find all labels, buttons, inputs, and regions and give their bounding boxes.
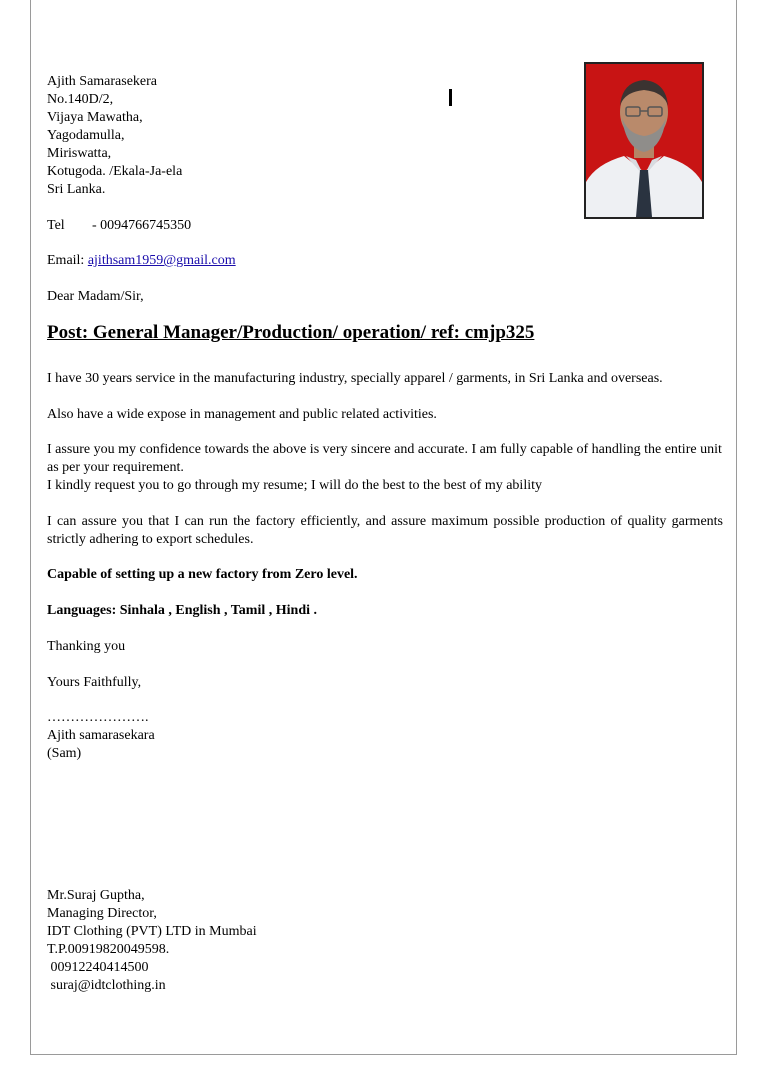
profile-photo [584, 62, 704, 219]
recipient-email: suraj@idtclothing.in [47, 978, 166, 993]
signature-nickname: (Sam) [47, 746, 82, 761]
paragraph-request: I kindly request you to go through my resume; I will do the best to the best of my ability [47, 478, 542, 493]
greeting: Dear Madam/Sir, [47, 289, 144, 304]
sender-address-line: Kotugoda. /Ekala-Ja-ela [47, 164, 183, 179]
paragraph-factory: I can assure you that I can run the factory efficiently, and assure maximum possible production of quality garments strictly adhering to export schedules. [47, 514, 723, 547]
recipient-company: IDT Clothing (PVT) LTD in Mumbai [47, 924, 257, 939]
recipient-phone-2: 00912240414500 [47, 960, 149, 975]
email-link[interactable]: ajithsam1959@gmail.com [87, 253, 236, 268]
capability-statement: Capable of setting up a new factory from Zero level. [47, 567, 358, 582]
sender-address-line: Miriswatta, [47, 146, 112, 161]
person-portrait-icon [586, 64, 702, 217]
recipient-position: Managing Director, [47, 906, 157, 921]
recipient-phone: T.P.00919820049598. [47, 942, 170, 957]
tel-label: Tel [47, 218, 65, 233]
text-cursor [449, 89, 452, 106]
sender-address-line: Vijaya Mawatha, [47, 110, 143, 125]
paragraph-experience: I have 30 years service in the manufacturing industry, specially apparel / garments, in Sri Lanka and overseas. [47, 371, 663, 386]
yours-faithfully: Yours Faithfully, [47, 675, 142, 690]
paragraph-exposure: Also have a wide expose in management and public related activities. [47, 407, 437, 422]
email-label: Email: [47, 253, 85, 268]
letter-title: Post: General Manager/Production/ operation/ ref: cmjp325 [47, 322, 535, 343]
signature-name: Ajith samarasekara [47, 728, 155, 743]
sender-address-line: Sri Lanka. [47, 182, 106, 197]
sender-address-line: No.140D/2, [47, 92, 114, 107]
email-line [47, 252, 236, 270]
languages-statement: Languages: Sinhala , English , Tamil , Hindi . [47, 603, 317, 618]
thanking-text: Thanking you [47, 639, 126, 654]
sender-address-line: Yagodamulla, [47, 128, 125, 143]
sender-name: Ajith Samarasekera [47, 74, 158, 89]
recipient-name: Mr.Suraj Guptha, [47, 888, 145, 903]
signature-line: …………………. [47, 710, 149, 725]
paragraph-assurance: I assure you my confidence towards the above is very sincere and accurate. I am fully capable of handling the entire unit as per your requirement. [47, 442, 722, 475]
tel-value: - 0094766745350 [92, 218, 192, 233]
